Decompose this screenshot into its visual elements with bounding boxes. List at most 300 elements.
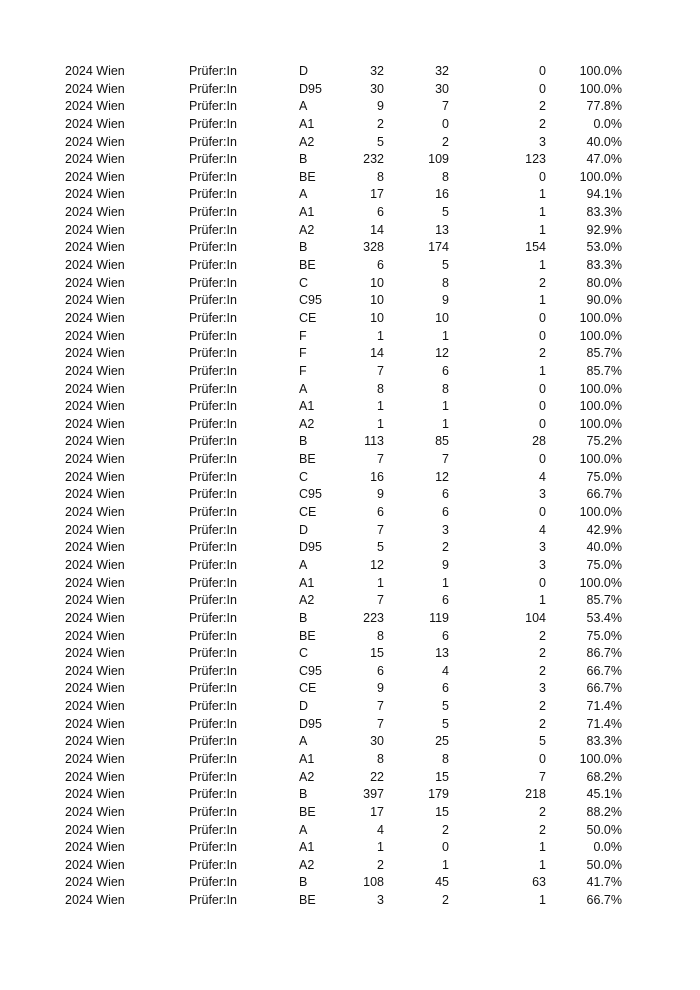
total-count-cell: 6 [377,205,384,220]
license-class-cell: B [299,875,308,890]
role-cell: Prüfer:In [189,346,237,361]
total-count-cell: 7 [377,593,384,608]
failed-count-cell: 3 [539,681,546,696]
total-count-cell: 1 [377,416,384,431]
pass-rate-cell: 100.0% [579,399,622,414]
year-city-cell: 2024 Wien [65,187,125,202]
failed-count-cell: 4 [539,522,546,537]
license-class-cell: A1 [299,116,315,131]
table-row [0,663,700,681]
role-cell: Prüfer:In [189,681,237,696]
pass-rate-cell: 92.9% [586,222,622,237]
total-count-cell: 8 [377,381,384,396]
pass-rate-cell: 66.7% [586,893,622,908]
pass-rate-cell: 83.3% [586,258,622,273]
total-count-cell: 223 [363,610,384,625]
total-count-cell: 3 [377,893,384,908]
license-class-cell: A2 [299,769,315,784]
role-cell: Prüfer:In [189,734,237,749]
pass-rate-cell: 100.0% [579,81,622,96]
pass-rate-cell: 100.0% [579,416,622,431]
failed-count-cell: 3 [539,487,546,502]
year-city-cell: 2024 Wien [65,699,125,714]
passed-count-cell: 7 [442,452,449,467]
total-count-cell: 22 [370,769,384,784]
failed-count-cell: 1 [539,593,546,608]
license-class-cell: BE [299,804,316,819]
role-cell: Prüfer:In [189,258,237,273]
failed-count-cell: 1 [539,363,546,378]
license-class-cell: D [299,522,309,537]
failed-count-cell: 5 [539,734,546,749]
passed-count-cell: 1 [442,328,449,343]
table-row [0,222,700,240]
role-cell: Prüfer:In [189,275,237,290]
total-count-cell: 7 [377,522,384,537]
total-count-cell: 14 [370,222,384,237]
pass-rate-cell: 66.7% [586,487,622,502]
license-class-cell: CE [299,681,317,696]
pass-rate-cell: 100.0% [579,169,622,184]
pass-rate-cell: 53.4% [586,610,622,625]
pass-rate-cell: 75.2% [586,434,622,449]
license-class-cell: BE [299,452,316,467]
license-class-cell: D95 [299,540,322,555]
year-city-cell: 2024 Wien [65,751,125,766]
license-class-cell: A [299,187,308,202]
pass-rate-cell: 85.7% [586,593,622,608]
pass-rate-cell: 71.4% [586,716,622,731]
license-class-cell: BE [299,893,316,908]
role-cell: Prüfer:In [189,557,237,572]
license-class-cell: D [299,64,309,78]
passed-count-cell: 30 [435,81,449,96]
year-city-cell: 2024 Wien [65,346,125,361]
pass-rate-cell: 88.2% [586,804,622,819]
pass-rate-cell: 75.0% [586,469,622,484]
table-row [0,592,700,610]
failed-count-cell: 0 [539,505,546,520]
year-city-cell: 2024 Wien [65,663,125,678]
passed-count-cell: 1 [442,575,449,590]
passed-count-cell: 12 [435,469,449,484]
year-city-cell: 2024 Wien [65,310,125,325]
total-count-cell: 6 [377,505,384,520]
license-class-cell: C [299,646,309,661]
passed-count-cell: 85 [435,434,449,449]
passed-count-cell: 174 [428,240,449,255]
passed-count-cell: 32 [435,64,449,78]
year-city-cell: 2024 Wien [65,540,125,555]
pass-rate-cell: 100.0% [579,310,622,325]
passed-count-cell: 109 [428,152,449,167]
passed-count-cell: 25 [435,734,449,749]
license-class-cell: A1 [299,575,315,590]
pass-rate-cell: 86.7% [586,646,622,661]
year-city-cell: 2024 Wien [65,893,125,908]
table-row [0,769,700,787]
passed-count-cell: 6 [442,487,449,502]
license-class-cell: A2 [299,593,315,608]
table-row [0,169,700,187]
total-count-cell: 232 [363,152,384,167]
license-class-cell: F [299,328,307,343]
table-row [0,786,700,804]
passed-count-cell: 15 [435,804,449,819]
pass-rate-cell: 100.0% [579,505,622,520]
failed-count-cell: 1 [539,258,546,273]
license-class-cell: CE [299,310,317,325]
role-cell: Prüfer:In [189,222,237,237]
failed-count-cell: 1 [539,293,546,308]
failed-count-cell: 2 [539,663,546,678]
passed-count-cell: 0 [442,840,449,855]
year-city-cell: 2024 Wien [65,258,125,273]
table-row [0,433,700,451]
year-city-cell: 2024 Wien [65,822,125,837]
total-count-cell: 17 [370,187,384,202]
license-class-cell: A2 [299,857,315,872]
pass-rate-cell: 0.0% [593,116,622,131]
year-city-cell: 2024 Wien [65,734,125,749]
passed-count-cell: 45 [435,875,449,890]
year-city-cell: 2024 Wien [65,787,125,802]
passed-count-cell: 12 [435,346,449,361]
role-cell: Prüfer:In [189,469,237,484]
license-class-cell: F [299,363,307,378]
table-row [0,416,700,434]
pass-rate-cell: 100.0% [579,751,622,766]
total-count-cell: 4 [377,822,384,837]
failed-count-cell: 2 [539,346,546,361]
license-class-cell: BE [299,628,316,643]
table-row [0,716,700,734]
total-count-cell: 10 [370,293,384,308]
year-city-cell: 2024 Wien [65,169,125,184]
failed-count-cell: 0 [539,64,546,78]
failed-count-cell: 0 [539,452,546,467]
pass-rate-cell: 77.8% [586,99,622,114]
pass-rate-cell: 75.0% [586,557,622,572]
pass-rate-cell: 100.0% [579,575,622,590]
table-row [0,275,700,293]
passed-count-cell: 3 [442,522,449,537]
year-city-cell: 2024 Wien [65,875,125,890]
table-row [0,839,700,857]
passed-count-cell: 7 [442,99,449,114]
total-count-cell: 113 [364,434,384,449]
passed-count-cell: 5 [442,205,449,220]
year-city-cell: 2024 Wien [65,363,125,378]
table-row [0,522,700,540]
role-cell: Prüfer:In [189,716,237,731]
role-cell: Prüfer:In [189,593,237,608]
failed-count-cell: 1 [539,893,546,908]
passed-count-cell: 1 [442,399,449,414]
pass-rate-cell: 90.0% [586,293,622,308]
failed-count-cell: 7 [539,769,546,784]
total-count-cell: 9 [377,681,384,696]
year-city-cell: 2024 Wien [65,64,125,78]
year-city-cell: 2024 Wien [65,505,125,520]
table-row [0,116,700,134]
pass-rate-cell: 68.2% [586,769,622,784]
passed-count-cell: 179 [428,787,449,802]
role-cell: Prüfer:In [189,293,237,308]
total-count-cell: 7 [377,452,384,467]
table-row [0,504,700,522]
passed-count-cell: 13 [435,646,449,661]
role-cell: Prüfer:In [189,187,237,202]
table-row [0,310,700,328]
year-city-cell: 2024 Wien [65,152,125,167]
total-count-cell: 5 [377,134,384,149]
table-row [0,804,700,822]
passed-count-cell: 0 [442,116,449,131]
year-city-cell: 2024 Wien [65,99,125,114]
license-class-cell: A [299,381,308,396]
year-city-cell: 2024 Wien [65,452,125,467]
total-count-cell: 1 [377,328,384,343]
total-count-cell: 328 [363,240,384,255]
year-city-cell: 2024 Wien [65,769,125,784]
license-class-cell: B [299,787,308,802]
year-city-cell: 2024 Wien [65,434,125,449]
role-cell: Prüfer:In [189,99,237,114]
pass-rate-cell: 83.3% [586,734,622,749]
year-city-cell: 2024 Wien [65,81,125,96]
year-city-cell: 2024 Wien [65,487,125,502]
year-city-cell: 2024 Wien [65,416,125,431]
failed-count-cell: 0 [539,328,546,343]
passed-count-cell: 8 [442,381,449,396]
license-class-cell: D95 [299,81,322,96]
passed-count-cell: 119 [429,610,449,625]
pass-rate-cell: 94.1% [586,187,622,202]
failed-count-cell: 0 [539,575,546,590]
total-count-cell: 15 [370,646,384,661]
failed-count-cell: 104 [525,610,546,625]
table-row [0,822,700,840]
table-row [0,557,700,575]
year-city-cell: 2024 Wien [65,857,125,872]
table-row [0,575,700,593]
role-cell: Prüfer:In [189,434,237,449]
failed-count-cell: 2 [539,646,546,661]
license-class-cell: A1 [299,751,315,766]
pass-rate-cell: 85.7% [586,363,622,378]
passed-count-cell: 10 [435,310,449,325]
failed-count-cell: 1 [539,205,546,220]
pass-rate-cell: 66.7% [586,663,622,678]
failed-count-cell: 0 [539,399,546,414]
role-cell: Prüfer:In [189,769,237,784]
total-count-cell: 1 [377,399,384,414]
failed-count-cell: 0 [539,751,546,766]
passed-count-cell: 4 [442,663,449,678]
pass-rate-cell: 47.0% [586,152,622,167]
passed-count-cell: 8 [442,275,449,290]
failed-count-cell: 2 [539,804,546,819]
failed-count-cell: 2 [539,699,546,714]
passed-count-cell: 1 [442,857,449,872]
pass-rate-cell: 53.0% [586,240,622,255]
total-count-cell: 5 [377,540,384,555]
table-row [0,857,700,875]
failed-count-cell: 3 [539,557,546,572]
passed-count-cell: 8 [442,169,449,184]
role-cell: Prüfer:In [189,804,237,819]
license-class-cell: A1 [299,840,315,855]
passed-count-cell: 1 [442,416,449,431]
pass-rate-cell: 100.0% [579,328,622,343]
total-count-cell: 9 [377,99,384,114]
pass-rate-cell: 80.0% [586,275,622,290]
failed-count-cell: 2 [539,628,546,643]
table-row [0,733,700,751]
license-class-cell: A2 [299,134,315,149]
table-row [0,81,700,99]
year-city-cell: 2024 Wien [65,522,125,537]
role-cell: Prüfer:In [189,893,237,908]
failed-count-cell: 1 [539,222,546,237]
year-city-cell: 2024 Wien [65,557,125,572]
role-cell: Prüfer:In [189,381,237,396]
year-city-cell: 2024 Wien [65,240,125,255]
total-count-cell: 16 [370,469,384,484]
total-count-cell: 6 [377,663,384,678]
total-count-cell: 1 [377,575,384,590]
year-city-cell: 2024 Wien [65,804,125,819]
data-table [0,63,700,910]
table-row [0,610,700,628]
role-cell: Prüfer:In [189,840,237,855]
role-cell: Prüfer:In [189,134,237,149]
table-row [0,645,700,663]
total-count-cell: 2 [377,116,384,131]
table-row [0,398,700,416]
license-class-cell: A [299,99,308,114]
year-city-cell: 2024 Wien [65,628,125,643]
table-row [0,751,700,769]
pass-rate-cell: 75.0% [586,628,622,643]
table-row [0,257,700,275]
license-class-cell: C95 [299,487,322,502]
role-cell: Prüfer:In [189,152,237,167]
passed-count-cell: 6 [442,593,449,608]
total-count-cell: 108 [363,875,384,890]
license-class-cell: A [299,822,308,837]
passed-count-cell: 6 [442,505,449,520]
pass-rate-cell: 50.0% [586,857,622,872]
table-row [0,486,700,504]
total-count-cell: 397 [363,787,384,802]
failed-count-cell: 28 [532,434,546,449]
total-count-cell: 30 [370,734,384,749]
passed-count-cell: 5 [442,258,449,273]
passed-count-cell: 15 [435,769,449,784]
failed-count-cell: 1 [539,840,546,855]
table-row [0,186,700,204]
license-class-cell: CE [299,505,317,520]
table-row [0,381,700,399]
failed-count-cell: 1 [539,857,546,872]
total-count-cell: 10 [370,310,384,325]
passed-count-cell: 5 [442,716,449,731]
passed-count-cell: 2 [442,893,449,908]
failed-count-cell: 0 [539,416,546,431]
year-city-cell: 2024 Wien [65,840,125,855]
pass-rate-cell: 100.0% [579,381,622,396]
total-count-cell: 7 [377,363,384,378]
year-city-cell: 2024 Wien [65,381,125,396]
year-city-cell: 2024 Wien [65,593,125,608]
license-class-cell: C [299,469,309,484]
passed-count-cell: 2 [442,134,449,149]
table-row [0,451,700,469]
failed-count-cell: 0 [539,169,546,184]
license-class-cell: A1 [299,205,315,220]
role-cell: Prüfer:In [189,646,237,661]
pass-rate-cell: 50.0% [586,822,622,837]
year-city-cell: 2024 Wien [65,293,125,308]
table-row [0,345,700,363]
role-cell: Prüfer:In [189,822,237,837]
role-cell: Prüfer:In [189,205,237,220]
license-class-cell: B [299,610,308,625]
license-class-cell: BE [299,258,316,273]
license-class-cell: A2 [299,222,315,237]
pass-rate-cell: 83.3% [586,205,622,220]
license-class-cell: A2 [299,416,315,431]
role-cell: Prüfer:In [189,81,237,96]
role-cell: Prüfer:In [189,363,237,378]
pass-rate-cell: 42.9% [586,522,622,537]
table-row [0,874,700,892]
total-count-cell: 17 [370,804,384,819]
role-cell: Prüfer:In [189,628,237,643]
table-row [0,680,700,698]
role-cell: Prüfer:In [189,487,237,502]
table-row [0,363,700,381]
pass-rate-cell: 41.7% [586,875,622,890]
failed-count-cell: 3 [539,540,546,555]
license-class-cell: A1 [299,399,315,414]
pass-rate-cell: 100.0% [579,64,622,78]
pass-rate-cell: 100.0% [579,452,622,467]
role-cell: Prüfer:In [189,64,237,78]
total-count-cell: 8 [377,628,384,643]
license-class-cell: BE [299,169,316,184]
passed-count-cell: 5 [442,699,449,714]
failed-count-cell: 0 [539,381,546,396]
table-row [0,63,700,81]
total-count-cell: 10 [370,275,384,290]
year-city-cell: 2024 Wien [65,328,125,343]
license-class-cell: A [299,557,308,572]
total-count-cell: 30 [370,81,384,96]
pass-rate-cell: 45.1% [586,787,622,802]
failed-count-cell: 2 [539,716,546,731]
license-class-cell: B [299,434,308,449]
failed-count-cell: 2 [539,116,546,131]
table-row [0,151,700,169]
failed-count-cell: 2 [539,275,546,290]
total-count-cell: 2 [377,857,384,872]
table-row [0,892,700,910]
failed-count-cell: 2 [539,822,546,837]
license-class-cell: B [299,152,308,167]
